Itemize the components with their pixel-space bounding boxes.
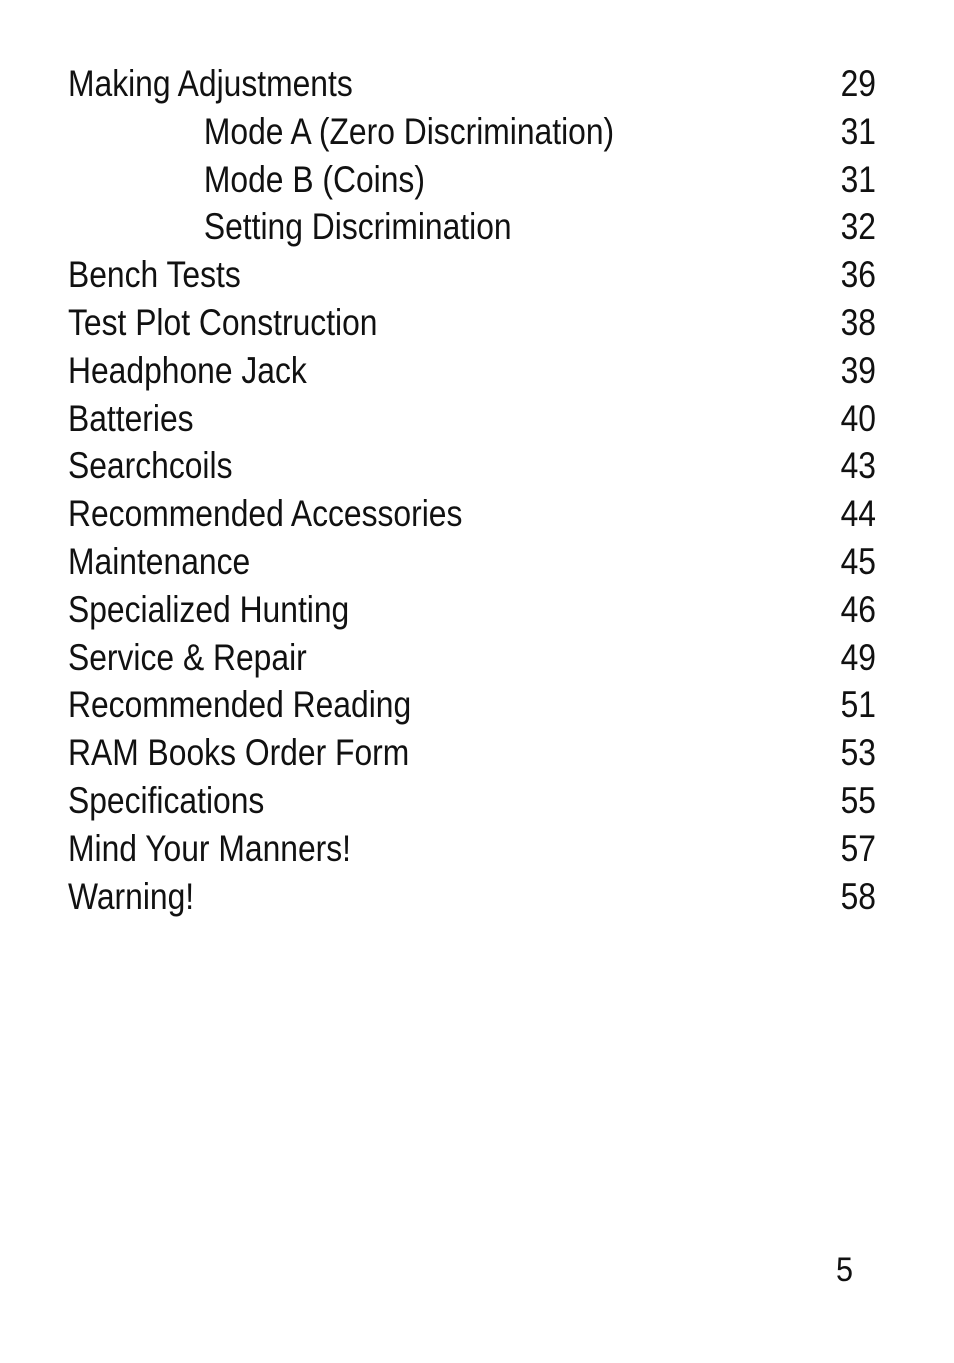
toc-entry — [68, 634, 876, 682]
toc-entry-title: Specialized Hunting — [68, 588, 350, 630]
toc-entry-title: Mind Your Manners! — [68, 827, 352, 869]
toc-entry — [68, 299, 876, 347]
toc-entry-title: Recommended Reading — [68, 684, 412, 726]
toc-entry-page: 57 — [840, 827, 876, 869]
toc-entry-title: Searchcoils — [68, 445, 233, 487]
toc-entry-title: Making Adjustments — [68, 63, 353, 104]
toc-entry-page: 38 — [840, 301, 876, 343]
toc-entry — [68, 108, 876, 156]
toc-entry-page: 44 — [840, 493, 876, 535]
toc-entry — [68, 729, 876, 777]
toc-entry — [68, 251, 876, 299]
toc-entry-title: Bench Tests — [68, 254, 241, 296]
toc-entry-page: 32 — [840, 206, 876, 248]
toc-entry-page: 53 — [840, 732, 876, 774]
toc-entry-title: Service & Repair — [68, 636, 307, 678]
toc-entry-title: RAM Books Order Form — [68, 732, 410, 774]
toc-entry — [68, 873, 876, 921]
toc-entry — [68, 442, 876, 490]
toc-entry-title: Mode B (Coins) — [203, 158, 425, 200]
toc-entry — [68, 203, 876, 251]
toc-entry-title: Test Plot Construction — [68, 301, 378, 343]
toc-entry-page: 39 — [840, 349, 876, 391]
toc-entry — [68, 777, 876, 825]
toc-entry-page: 55 — [840, 779, 876, 821]
toc-entry-page: 45 — [840, 540, 876, 582]
toc-entry-title: Mode A (Zero Discrimination) — [203, 110, 615, 152]
toc-entry-page: 58 — [840, 875, 876, 917]
toc-entry — [68, 395, 876, 443]
toc-entry-title: Warning! — [68, 875, 195, 917]
toc-entry-page: 46 — [840, 588, 876, 630]
toc-entry-page: 40 — [840, 397, 876, 439]
toc-entry-page: 49 — [840, 636, 876, 678]
toc-entry-title: Specifications — [68, 779, 265, 821]
toc-entry-title: Setting Discrimination — [203, 206, 512, 248]
toc-entry — [68, 681, 876, 729]
toc-entry-title: Maintenance — [68, 540, 251, 582]
page-number: 5 — [836, 1251, 854, 1289]
toc-entry-page: 31 — [840, 158, 876, 200]
table-of-contents — [68, 60, 876, 920]
toc-entry-page: 29 — [840, 63, 876, 104]
toc-entry-title: Recommended Accessories — [68, 493, 463, 535]
toc-entry-page: 43 — [840, 445, 876, 487]
toc-entry-page: 31 — [840, 110, 876, 152]
toc-entry — [68, 586, 876, 634]
toc-entry — [68, 156, 876, 204]
toc-entry — [68, 538, 876, 586]
toc-entry-title: Headphone Jack — [68, 349, 307, 391]
toc-entry-title: Batteries — [68, 397, 194, 439]
toc-entry-page: 51 — [840, 684, 876, 726]
toc-entry-page: 36 — [840, 254, 876, 296]
toc-entry — [68, 347, 876, 395]
toc-entry — [68, 825, 876, 873]
toc-entry — [68, 490, 876, 538]
toc-entry — [68, 60, 876, 108]
